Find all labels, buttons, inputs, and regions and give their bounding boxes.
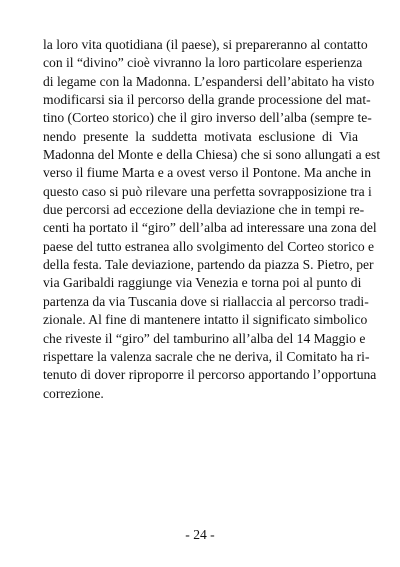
text-line: questo caso si può rilevare una perfetta sovrapposizione tra i xyxy=(43,183,372,199)
text-line: che riveste il “giro” del tamburino all’alba del 14 Maggio e xyxy=(43,330,366,346)
body-paragraph xyxy=(43,36,381,403)
text-line: correzione. xyxy=(43,385,104,401)
text-line: la loro vita quotidiana (il paese), si prepareranno al contatto xyxy=(43,37,368,52)
text-line: due percorsi ad eccezione della deviazione che in tempi re- xyxy=(43,202,365,218)
text-line: centi ha portato il “giro” dell’alba ad interessare una zona del xyxy=(43,220,377,236)
text-line: verso il fiume Marta e a ovest verso il Pontone. Ma anche in xyxy=(43,165,372,181)
text-line: partenza da via Tuscania dove si riallaccia al percorso tradi- xyxy=(43,293,369,309)
text-line: paese del tutto estranea allo svolgimento del Corteo storico e xyxy=(43,238,375,254)
text-line: rispettare la valenza sacrale che ne deriva, il Comitato ha ri- xyxy=(43,348,370,364)
text-line: tino (Corteo storico) che il giro inverso dell’alba (sempre te- xyxy=(43,110,372,126)
text-line: con il “divino” cioè vivranno la loro particolare esperienza xyxy=(43,55,363,71)
text-line: della festa. Tale deviazione, partendo da piazza S. Pietro, per xyxy=(43,257,374,273)
page-number: - 24 - xyxy=(185,527,215,542)
text-line: via Garibaldi raggiunge via Venezia e torna poi al punto di xyxy=(43,275,362,291)
text-line: nendo presente la suddetta motivata esclusione di Via xyxy=(43,128,358,144)
text-line: zionale. Al fine di mantenere intatto il significato simbolico xyxy=(43,312,368,328)
text-line: di legame con la Madonna. L’espandersi dell’abitato ha visto xyxy=(43,73,375,89)
text-line: modificarsi sia il percorso della grande processione del mat- xyxy=(43,92,371,108)
text-line: Madonna del Monte e della Chiesa) che si sono allungati a est xyxy=(43,147,381,163)
text-line: tenuto di dover riproporre il percorso apportando l’opportuna xyxy=(43,367,377,383)
